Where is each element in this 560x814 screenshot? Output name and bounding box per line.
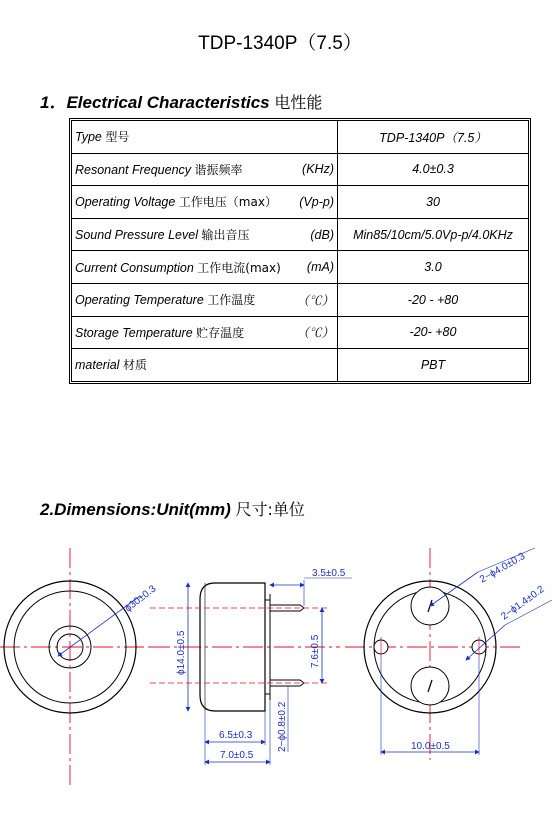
spec-label-cn: 贮存温度 <box>196 325 245 340</box>
spec-label: material <box>75 358 120 373</box>
rear-width-label: 10.0±0.5 <box>411 741 450 752</box>
pin-pitch-label: 7.6±0.5 <box>310 634 321 668</box>
section-electrical-title-cn: 电性能 <box>274 93 323 112</box>
spec-value: 3.0 <box>338 251 529 284</box>
spec-unit: (KHz) <box>302 162 334 177</box>
spec-value: PBT <box>338 349 529 382</box>
front-view <box>0 548 159 785</box>
spec-value: TDP-1340P（7.5） <box>338 121 529 154</box>
spec-label: Type <box>75 130 102 145</box>
spec-unit: （℃） <box>296 326 334 341</box>
spec-unit: （℃） <box>296 293 334 308</box>
spec-label-cn: 材质 <box>122 358 147 373</box>
spec-unit: (mA) <box>306 260 334 275</box>
section-electrical-title: 1．Electrical Characteristics <box>40 93 270 112</box>
spec-value: -20- +80 <box>338 316 529 349</box>
spec-label-cn: 输出音压 <box>201 228 250 243</box>
body-diameter-label: ϕ14.0±0.5 <box>176 630 187 675</box>
spec-label-cn: 型号 <box>105 130 130 145</box>
spec-label-cn: 工作电压（max） <box>178 195 277 210</box>
spec-unit: (Vp-p) <box>299 194 334 209</box>
spec-label-cn: 工作温度 <box>207 293 256 308</box>
front-diameter-label: ϕ30±0.3 <box>123 583 159 615</box>
pin-diameter-label: 2−ϕ0.8±0.2 <box>277 701 288 752</box>
spec-value: 30 <box>338 186 529 219</box>
spec-label: Operating Voltage <box>75 195 176 210</box>
spec-label-cn: 谐振频率 <box>194 162 243 177</box>
section-dimensions-title: 2.Dimensions:Unit(mm) <box>40 500 231 519</box>
section-dimensions-title-cn: 尺寸:单位 <box>235 500 305 519</box>
spec-value: 4.0±0.3 <box>338 153 529 186</box>
total-height-label: 7.0±0.5 <box>220 750 254 761</box>
large-hole-label: 2−ϕ4.0±0.3 <box>478 550 528 586</box>
spec-unit: (dB) <box>310 227 334 242</box>
spec-value: Min85/10cm/5.0Vp-p/4.0KHz <box>338 218 529 251</box>
spec-label-cn: 工作电流(max) <box>197 260 281 275</box>
spec-label: Sound Pressure Level <box>75 228 198 243</box>
rear-view <box>345 548 552 760</box>
body-height-label: 6.5±0.3 <box>219 730 253 741</box>
side-view <box>150 568 352 765</box>
document-title: TDP-1340P（7.5） <box>198 33 362 54</box>
spec-label: Operating Temperature <box>75 293 204 308</box>
spec-value: -20 - +80 <box>338 283 529 316</box>
spec-label: Resonant Frequency <box>75 162 192 177</box>
spec-label: Storage Temperature <box>75 325 193 340</box>
spec-label: Current Consumption <box>75 260 194 275</box>
small-hole-label: 2−ϕ1.4±0.2 <box>499 583 547 623</box>
pin-length-label: 3.5±0.5 <box>312 568 346 579</box>
